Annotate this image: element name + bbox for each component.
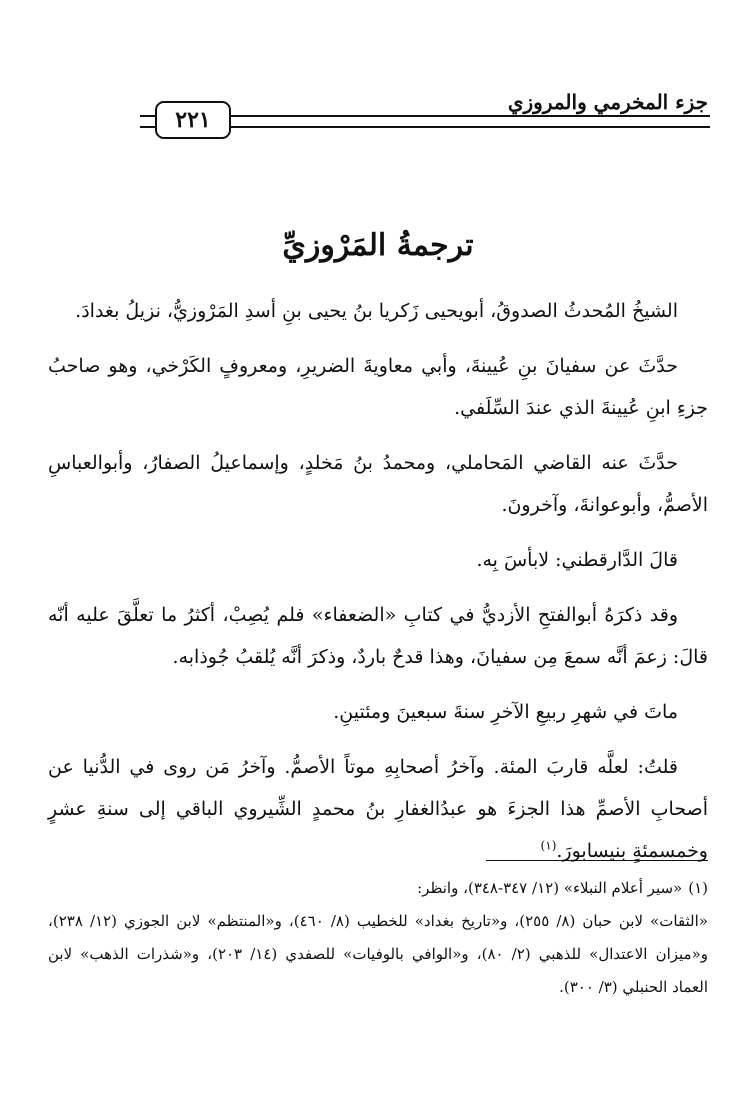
footnotes: [48, 872, 708, 1004]
body-text: [48, 290, 708, 885]
page-number: ٢٢١: [155, 101, 231, 139]
paragraph-with-footnote: [48, 746, 708, 872]
footnote-text: «الثقات» لابن حبان (٨/ ٢٥٥)، و«تاريخ بغداد» للخطيب (٨/ ٤٦٠)، و«المنتظم» لابن الجوزي (١٢/ ٢٣٨)، و«ميزان الاعتدال» للذهبي (٢/ ٨٠)، و«الوافي بالوفيات» للصفدي (١٤/ ٢٠٣)، و«شذرات الذهب» لابن العماد الحنبلي (٣/ ٣٠٠).: [48, 912, 709, 996]
footnote-text: «سير أعلام النبلاء» (١٢/ ٣٤٧-٣٤٨)، وانظر:: [417, 879, 683, 897]
paragraph: الشيخُ المُحدثُ الصدوقُ، أبويحيى زَكريا بنُ يحيى بنِ أسدِ المَرْوزيُّ، نزيلُ بغدادَ.: [75, 300, 678, 322]
paragraph-text: قلتُ: لعلَّه قاربَ المئة. وآخرُ أصحابِهِ موتاً الأصمُّ. وآخرُ مَن روى في الدُّنيا عن أصحابِ الأصمِّ هذا الجزءَ هو عبدُالغفارِ بنُ محمدٍ الشِّيروي الباقي إلى سنةِ عشرٍ وخمسمئةٍ بنيسابورَ.: [48, 756, 708, 862]
footnote-divider: [486, 860, 708, 861]
paragraph: حدَّثَ عنه القاضي المَحاملي، ومحمدُ بنُ مَخلدٍ، وإسماعيلُ الصفارُ، وأبوالعباسِ الأصمُّ، وأبوعوانةَ، وآخرونَ.: [48, 452, 708, 516]
running-title: جزء المخرمي والمروزي: [507, 90, 708, 114]
paragraph: حدَّثَ عن سفيانَ بنِ عُيينةَ، وأبي معاويةَ الضريرِ، ومعروفٍ الكَرْخي، وهو صاحبُ جزءِ ابنِ عُيينةَ الذي عندَ السِّلَفي.: [48, 355, 708, 419]
footnote-continuation: [48, 905, 708, 1004]
chapter-title: ترجمةُ المَرْوزيِّ: [282, 228, 474, 263]
paragraph: وقد ذكرَهُ أبوالفتحِ الأزديُّ في كتابِ «الضعفاء» فلم يُصِبْ، أكثرُ ما تعلَّقَ عليه أنّه قالَ: زعمَ أنَّه سمعَ مِن سفيانَ، وهذا قدحٌ باردٌ، وذكرَ أنَّه يُلقبُ جُوذابه.: [48, 604, 708, 668]
footnote: [48, 872, 708, 905]
footnote-number: (١): [688, 879, 708, 897]
paragraph: قالَ الدَّارقطني: لابأسَ بِه.: [476, 549, 678, 571]
footnote-reference[interactable]: (١): [540, 838, 557, 853]
paragraph: ماتَ في شهرِ ربيعِ الآخرِ سنةَ سبعينَ ومئتينِ.: [333, 701, 678, 723]
